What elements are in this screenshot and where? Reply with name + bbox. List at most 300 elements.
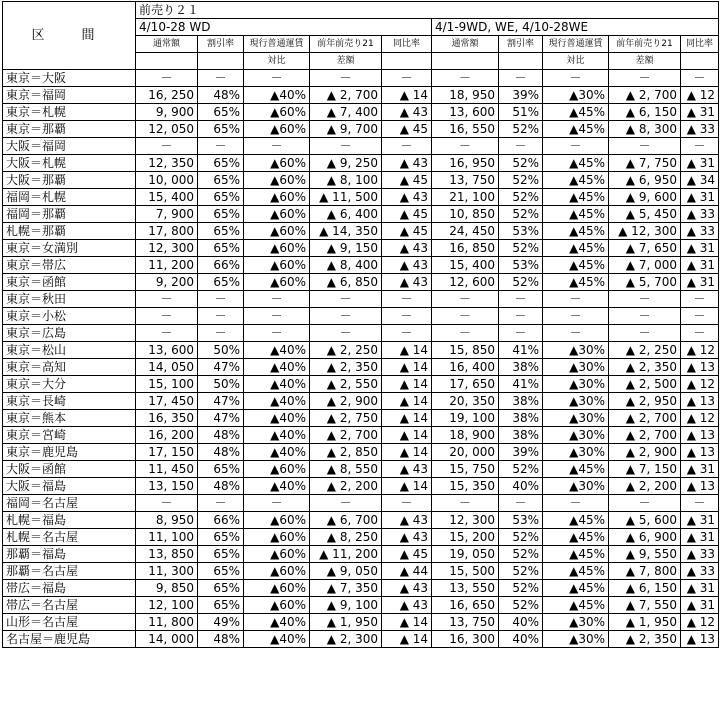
column-header: 現行普通運賃 <box>543 36 609 53</box>
value-cell: ▲ 12 <box>681 410 719 427</box>
empty-cell: － <box>543 325 609 342</box>
column-header: 割引率 <box>499 36 543 53</box>
route-name: 札幌＝那覇 <box>3 223 136 240</box>
value-cell: ▲30% <box>543 631 609 648</box>
value-cell: ▲ 11, 200 <box>310 546 382 563</box>
value-cell: ▲ 33 <box>681 206 719 223</box>
value-cell: ▲ 9, 550 <box>609 546 681 563</box>
value-cell: 66% <box>198 257 244 274</box>
table-row <box>3 308 719 325</box>
empty-cell: － <box>681 291 719 308</box>
value-cell: 48% <box>198 444 244 461</box>
empty-cell: － <box>432 308 499 325</box>
value-cell: 52% <box>499 597 543 614</box>
route-name: 東京＝宮崎 <box>3 427 136 444</box>
value-cell: ▲60% <box>244 223 310 240</box>
column-header: 対比 <box>244 53 310 70</box>
value-cell: ▲30% <box>543 342 609 359</box>
empty-cell: － <box>198 325 244 342</box>
value-cell: 17, 150 <box>136 444 198 461</box>
value-cell: ▲ 9, 100 <box>310 597 382 614</box>
value-cell: 15, 400 <box>432 257 499 274</box>
empty-cell: － <box>609 308 681 325</box>
empty-cell: － <box>499 308 543 325</box>
value-cell: ▲45% <box>543 580 609 597</box>
value-cell: 11, 100 <box>136 529 198 546</box>
column-header: 同比率 <box>382 36 432 53</box>
value-cell: 10, 850 <box>432 206 499 223</box>
value-cell: 52% <box>499 274 543 291</box>
table-row <box>3 342 719 359</box>
table-row <box>3 478 719 495</box>
value-cell: 15, 100 <box>136 376 198 393</box>
empty-cell: － <box>244 70 310 87</box>
value-cell: ▲ 9, 700 <box>310 121 382 138</box>
value-cell: 50% <box>198 342 244 359</box>
route-name: 札幌＝福島 <box>3 512 136 529</box>
value-cell: ▲ 2, 900 <box>310 393 382 410</box>
empty-cell: － <box>382 495 432 512</box>
value-cell: ▲ 2, 250 <box>609 342 681 359</box>
value-cell: ▲ 31 <box>681 189 719 206</box>
table-row <box>3 70 719 87</box>
value-cell: 9, 900 <box>136 104 198 121</box>
value-cell: ▲ 1, 950 <box>310 614 382 631</box>
value-cell: ▲30% <box>543 444 609 461</box>
value-cell: 13, 550 <box>432 580 499 597</box>
value-cell: ▲ 43 <box>382 512 432 529</box>
fare-table <box>2 1 719 648</box>
empty-cell: － <box>609 325 681 342</box>
value-cell: 13, 600 <box>432 104 499 121</box>
value-cell: 11, 450 <box>136 461 198 478</box>
column-header: 差額 <box>609 53 681 70</box>
value-cell: ▲ 43 <box>382 240 432 257</box>
table-row <box>3 393 719 410</box>
table-row <box>3 206 719 223</box>
value-cell: 16, 850 <box>432 240 499 257</box>
value-cell: 16, 550 <box>432 121 499 138</box>
value-cell: ▲ 33 <box>681 546 719 563</box>
empty-cell: － <box>244 308 310 325</box>
empty-cell: － <box>310 138 382 155</box>
value-cell: 40% <box>499 631 543 648</box>
value-cell: 8, 950 <box>136 512 198 529</box>
value-cell: ▲ 33 <box>681 121 719 138</box>
route-name: 大阪＝函館 <box>3 461 136 478</box>
value-cell: 17, 650 <box>432 376 499 393</box>
value-cell: ▲ 14 <box>382 631 432 648</box>
column-header <box>499 53 543 70</box>
route-name: 東京＝福岡 <box>3 87 136 104</box>
route-name: 東京＝広島 <box>3 325 136 342</box>
table-row <box>3 257 719 274</box>
empty-cell: － <box>310 291 382 308</box>
table-row <box>3 325 719 342</box>
route-name: 那覇＝名古屋 <box>3 563 136 580</box>
table-row <box>3 580 719 597</box>
value-cell: 38% <box>499 393 543 410</box>
value-cell: ▲45% <box>543 155 609 172</box>
value-cell: 65% <box>198 563 244 580</box>
value-cell: ▲60% <box>244 529 310 546</box>
empty-cell: － <box>609 291 681 308</box>
value-cell: 65% <box>198 206 244 223</box>
value-cell: 13, 150 <box>136 478 198 495</box>
value-cell: 65% <box>198 546 244 563</box>
value-cell: 15, 400 <box>136 189 198 206</box>
table-row <box>3 223 719 240</box>
value-cell: 11, 200 <box>136 257 198 274</box>
value-cell: ▲ 14 <box>382 427 432 444</box>
value-cell: ▲ 2, 950 <box>609 393 681 410</box>
value-cell: ▲30% <box>543 393 609 410</box>
table-row <box>3 597 719 614</box>
value-cell: ▲ 13 <box>681 478 719 495</box>
value-cell: ▲ 9, 600 <box>609 189 681 206</box>
value-cell: 65% <box>198 223 244 240</box>
empty-cell: － <box>543 291 609 308</box>
value-cell: ▲ 2, 550 <box>310 376 382 393</box>
empty-cell: － <box>681 495 719 512</box>
empty-cell: － <box>543 308 609 325</box>
empty-cell: － <box>382 138 432 155</box>
route-name: 東京＝熊本 <box>3 410 136 427</box>
value-cell: ▲ 31 <box>681 597 719 614</box>
table-row <box>3 291 719 308</box>
value-cell: 18, 900 <box>432 427 499 444</box>
value-cell: 12, 350 <box>136 155 198 172</box>
value-cell: ▲45% <box>543 257 609 274</box>
empty-cell: － <box>499 70 543 87</box>
value-cell: ▲ 7, 000 <box>609 257 681 274</box>
value-cell: 52% <box>499 121 543 138</box>
value-cell: ▲45% <box>543 512 609 529</box>
value-cell: ▲ 2, 750 <box>310 410 382 427</box>
value-cell: ▲45% <box>543 172 609 189</box>
value-cell: 52% <box>499 529 543 546</box>
value-cell: 10, 000 <box>136 172 198 189</box>
empty-cell: － <box>136 138 198 155</box>
value-cell: ▲ 2, 250 <box>310 342 382 359</box>
value-cell: 13, 850 <box>136 546 198 563</box>
value-cell: ▲ 7, 650 <box>609 240 681 257</box>
value-cell: ▲ 6, 900 <box>609 529 681 546</box>
value-cell: 65% <box>198 121 244 138</box>
table-row <box>3 104 719 121</box>
route-name: 福岡＝那覇 <box>3 206 136 223</box>
value-cell: 41% <box>499 376 543 393</box>
value-cell: 50% <box>198 376 244 393</box>
value-cell: 40% <box>499 478 543 495</box>
table-row <box>3 495 719 512</box>
value-cell: 38% <box>499 427 543 444</box>
empty-cell: － <box>198 495 244 512</box>
empty-cell: － <box>382 308 432 325</box>
value-cell: ▲ 43 <box>382 257 432 274</box>
empty-cell: － <box>681 325 719 342</box>
value-cell: ▲60% <box>244 155 310 172</box>
value-cell: 7, 900 <box>136 206 198 223</box>
table-row <box>3 274 719 291</box>
value-cell: ▲ 2, 350 <box>609 359 681 376</box>
route-name: 東京＝大分 <box>3 376 136 393</box>
value-cell: 53% <box>499 257 543 274</box>
table-row <box>3 427 719 444</box>
value-cell: 52% <box>499 172 543 189</box>
value-cell: ▲ 14 <box>382 393 432 410</box>
value-cell: ▲60% <box>244 189 310 206</box>
value-cell: 47% <box>198 393 244 410</box>
value-cell: ▲ 2, 500 <box>609 376 681 393</box>
value-cell: ▲ 7, 550 <box>609 597 681 614</box>
value-cell: ▲ 8, 400 <box>310 257 382 274</box>
table-row <box>3 189 719 206</box>
value-cell: ▲ 14 <box>382 410 432 427</box>
column-header <box>681 53 719 70</box>
value-cell: ▲ 43 <box>382 189 432 206</box>
value-cell: ▲ 31 <box>681 257 719 274</box>
value-cell: 39% <box>499 444 543 461</box>
empty-cell: － <box>198 308 244 325</box>
value-cell: ▲ 6, 700 <box>310 512 382 529</box>
value-cell: ▲60% <box>244 121 310 138</box>
value-cell: ▲45% <box>543 563 609 580</box>
value-cell: ▲45% <box>543 189 609 206</box>
empty-cell: － <box>543 138 609 155</box>
value-cell: 65% <box>198 104 244 121</box>
value-cell: 53% <box>499 223 543 240</box>
value-cell: ▲60% <box>244 461 310 478</box>
table-row <box>3 461 719 478</box>
value-cell: ▲ 13 <box>681 393 719 410</box>
value-cell: ▲ 12 <box>681 614 719 631</box>
route-name: 札幌＝名古屋 <box>3 529 136 546</box>
value-cell: ▲45% <box>543 529 609 546</box>
value-cell: ▲60% <box>244 597 310 614</box>
value-cell: ▲ 2, 850 <box>310 444 382 461</box>
route-name: 東京＝小松 <box>3 308 136 325</box>
table-row <box>3 512 719 529</box>
route-name: 帯広＝福島 <box>3 580 136 597</box>
value-cell: ▲40% <box>244 410 310 427</box>
value-cell: 9, 200 <box>136 274 198 291</box>
value-cell: ▲30% <box>543 376 609 393</box>
route-name: 東京＝函館 <box>3 274 136 291</box>
column-header: 対比 <box>543 53 609 70</box>
value-cell: ▲45% <box>543 223 609 240</box>
value-cell: ▲30% <box>543 359 609 376</box>
table-row <box>3 563 719 580</box>
value-cell: ▲ 5, 700 <box>609 274 681 291</box>
value-cell: 18, 950 <box>432 87 499 104</box>
empty-cell: － <box>382 70 432 87</box>
value-cell: ▲40% <box>244 444 310 461</box>
value-cell: ▲60% <box>244 257 310 274</box>
value-cell: ▲ 9, 150 <box>310 240 382 257</box>
value-cell: ▲40% <box>244 427 310 444</box>
value-cell: ▲40% <box>244 393 310 410</box>
value-cell: ▲ 8, 550 <box>310 461 382 478</box>
value-cell: ▲ 14, 350 <box>310 223 382 240</box>
product-title: 前売り２１ <box>136 2 719 19</box>
route-name: 東京＝鹿児島 <box>3 444 136 461</box>
route-name: 那覇＝福島 <box>3 546 136 563</box>
value-cell: 15, 500 <box>432 563 499 580</box>
value-cell: ▲ 7, 350 <box>310 580 382 597</box>
value-cell: ▲ 12 <box>681 87 719 104</box>
value-cell: ▲ 43 <box>382 104 432 121</box>
empty-cell: － <box>432 495 499 512</box>
value-cell: 20, 350 <box>432 393 499 410</box>
table-row <box>3 410 719 427</box>
value-cell: ▲ 2, 350 <box>310 359 382 376</box>
route-name: 帯広＝名古屋 <box>3 597 136 614</box>
value-cell: ▲ 7, 400 <box>310 104 382 121</box>
value-cell: ▲30% <box>543 478 609 495</box>
value-cell: ▲ 14 <box>382 359 432 376</box>
value-cell: 65% <box>198 240 244 257</box>
value-cell: ▲60% <box>244 104 310 121</box>
value-cell: ▲ 31 <box>681 580 719 597</box>
value-cell: ▲ 43 <box>382 597 432 614</box>
empty-cell: － <box>681 308 719 325</box>
route-name: 東京＝那覇 <box>3 121 136 138</box>
empty-cell: － <box>136 308 198 325</box>
empty-cell: － <box>681 138 719 155</box>
value-cell: ▲45% <box>543 274 609 291</box>
value-cell: 52% <box>499 240 543 257</box>
value-cell: ▲30% <box>543 614 609 631</box>
value-cell: 52% <box>499 461 543 478</box>
column-header: 前年前売り21 <box>310 36 382 53</box>
empty-cell: － <box>310 70 382 87</box>
route-name: 大阪＝福島 <box>3 478 136 495</box>
empty-cell: － <box>136 325 198 342</box>
empty-cell: － <box>432 70 499 87</box>
empty-cell: － <box>310 325 382 342</box>
value-cell: 47% <box>198 410 244 427</box>
column-header: 差額 <box>310 53 382 70</box>
value-cell: 16, 400 <box>432 359 499 376</box>
value-cell: ▲ 43 <box>382 155 432 172</box>
route-name: 福岡＝札幌 <box>3 189 136 206</box>
value-cell: ▲ 8, 300 <box>609 121 681 138</box>
value-cell: ▲45% <box>543 121 609 138</box>
value-cell: ▲ 33 <box>681 223 719 240</box>
value-cell: ▲ 6, 150 <box>609 580 681 597</box>
value-cell: 24, 450 <box>432 223 499 240</box>
table-row <box>3 87 719 104</box>
value-cell: ▲45% <box>543 104 609 121</box>
value-cell: 52% <box>499 206 543 223</box>
value-cell: 19, 050 <box>432 546 499 563</box>
value-cell: ▲ 2, 900 <box>609 444 681 461</box>
value-cell: 52% <box>499 155 543 172</box>
value-cell: ▲ 31 <box>681 155 719 172</box>
value-cell: 16, 200 <box>136 427 198 444</box>
value-cell: ▲ 45 <box>382 223 432 240</box>
value-cell: ▲ 13 <box>681 631 719 648</box>
empty-cell: － <box>198 291 244 308</box>
value-cell: 13, 750 <box>432 172 499 189</box>
value-cell: 65% <box>198 529 244 546</box>
value-cell: ▲ 11, 500 <box>310 189 382 206</box>
value-cell: ▲ 14 <box>382 342 432 359</box>
value-cell: ▲ 6, 400 <box>310 206 382 223</box>
value-cell: ▲45% <box>543 597 609 614</box>
value-cell: 12, 300 <box>136 240 198 257</box>
route-name: 大阪＝札幌 <box>3 155 136 172</box>
empty-cell: － <box>499 138 543 155</box>
value-cell: ▲ 7, 150 <box>609 461 681 478</box>
value-cell: 48% <box>198 478 244 495</box>
column-header <box>432 53 499 70</box>
value-cell: ▲45% <box>543 240 609 257</box>
value-cell: 14, 000 <box>136 631 198 648</box>
value-cell: ▲ 31 <box>681 461 719 478</box>
value-cell: ▲ 31 <box>681 240 719 257</box>
value-cell: ▲ 2, 700 <box>310 87 382 104</box>
column-header <box>136 53 198 70</box>
value-cell: ▲60% <box>244 274 310 291</box>
value-cell: 52% <box>499 580 543 597</box>
route-name: 名古屋＝鹿児島 <box>3 631 136 648</box>
route-name: 福岡＝名古屋 <box>3 495 136 512</box>
value-cell: 66% <box>198 512 244 529</box>
route-name: 東京＝帯広 <box>3 257 136 274</box>
value-cell: 48% <box>198 87 244 104</box>
value-cell: ▲45% <box>543 546 609 563</box>
route-name: 東京＝秋田 <box>3 291 136 308</box>
value-cell: ▲ 12 <box>681 342 719 359</box>
value-cell: 48% <box>198 631 244 648</box>
value-cell: ▲ 45 <box>382 546 432 563</box>
value-cell: 15, 350 <box>432 478 499 495</box>
value-cell: ▲ 8, 250 <box>310 529 382 546</box>
value-cell: ▲40% <box>244 478 310 495</box>
column-header: 通常額 <box>432 36 499 53</box>
value-cell: 40% <box>499 614 543 631</box>
value-cell: ▲ 14 <box>382 614 432 631</box>
empty-cell: － <box>310 495 382 512</box>
route-name: 山形＝名古屋 <box>3 614 136 631</box>
value-cell: ▲ 14 <box>382 478 432 495</box>
empty-cell: － <box>499 325 543 342</box>
value-cell: 65% <box>198 172 244 189</box>
value-cell: 11, 800 <box>136 614 198 631</box>
column-header <box>382 53 432 70</box>
column-header: 割引率 <box>198 36 244 53</box>
value-cell: ▲ 6, 850 <box>310 274 382 291</box>
column-header: 前年前売り21 <box>609 36 681 53</box>
table-row <box>3 121 719 138</box>
value-cell: 17, 800 <box>136 223 198 240</box>
value-cell: ▲ 7, 750 <box>609 155 681 172</box>
value-cell: 15, 850 <box>432 342 499 359</box>
period-we: 4/1-9WD, WE, 4/10-28WE <box>432 19 719 36</box>
value-cell: 14, 050 <box>136 359 198 376</box>
value-cell: ▲60% <box>244 546 310 563</box>
route-name: 東京＝大阪 <box>3 70 136 87</box>
value-cell: ▲ 45 <box>382 172 432 189</box>
route-name: 大阪＝福岡 <box>3 138 136 155</box>
value-cell: ▲60% <box>244 240 310 257</box>
value-cell: ▲ 31 <box>681 274 719 291</box>
value-cell: ▲ 12 <box>681 376 719 393</box>
value-cell: ▲ 14 <box>382 87 432 104</box>
value-cell: ▲ 31 <box>681 104 719 121</box>
